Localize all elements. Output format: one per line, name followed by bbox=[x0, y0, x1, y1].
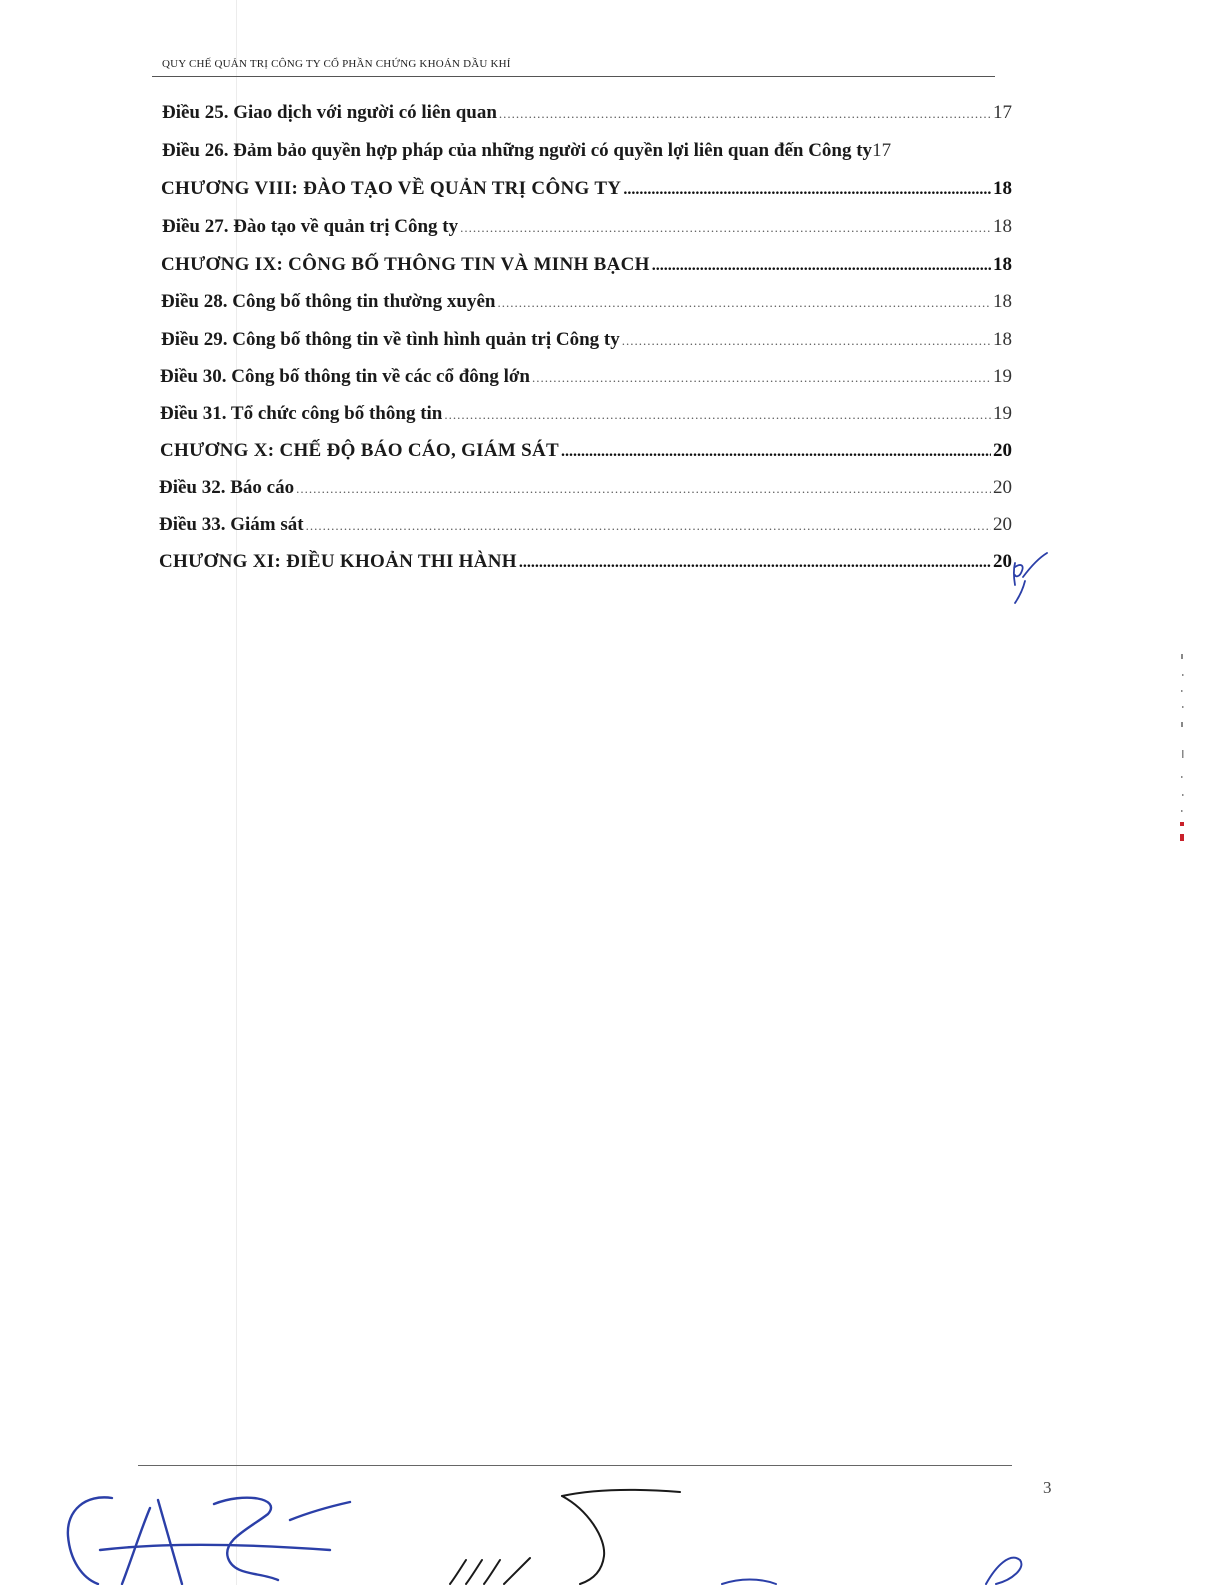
toc-entry-page: 17 bbox=[993, 102, 1012, 123]
toc-chapter-label: CHƯƠNG VIII: ĐÀO TẠO VỀ QUẢN TRỊ CÔNG TY bbox=[161, 178, 622, 199]
toc-dot-leader bbox=[623, 181, 991, 199]
toc-chapter-label: CHƯƠNG IX: CÔNG BỐ THÔNG TIN VÀ MINH BẠCH bbox=[161, 254, 650, 275]
toc-entry-label: Điều 33. Giám sát bbox=[159, 514, 304, 535]
toc-entry-label: Điều 28. Công bố thông tin thường xuyên bbox=[161, 291, 496, 312]
toc-entry-chuong-x[interactable] bbox=[160, 440, 1012, 468]
toc-chapter-label: CHƯƠNG XI: ĐIỀU KHOẢN THI HÀNH bbox=[159, 551, 517, 572]
toc-entry-dieu-31[interactable] bbox=[160, 403, 1012, 431]
toc-entry-label: Điều 27. Đào tạo về quản trị Công ty bbox=[162, 216, 459, 237]
toc-chapter-label: CHƯƠNG X: CHẾ ĐỘ BÁO CÁO, GIÁM SÁT bbox=[160, 440, 560, 461]
page-number: 3 bbox=[1043, 1478, 1052, 1497]
running-header: QUY CHẾ QUẢN TRỊ CÔNG TY CỔ PHẦN CHỨNG KHOÁN DẦU KHÍ bbox=[162, 58, 511, 70]
toc-entry-dieu-33[interactable] bbox=[159, 514, 1012, 542]
toc-entry-label: Điều 26. Đảm bảo quyền hợp pháp của những người có quyền lợi liên quan đến Công ty bbox=[162, 140, 873, 161]
toc-entry-dieu-30[interactable] bbox=[160, 366, 1012, 394]
margin-stamp-marks bbox=[1172, 650, 1192, 850]
toc-entry-chuong-xi[interactable] bbox=[159, 551, 1012, 579]
toc-entry-dieu-28[interactable] bbox=[161, 291, 1012, 319]
signature-right bbox=[722, 1558, 1021, 1584]
toc-entry-dieu-29[interactable] bbox=[161, 329, 1012, 357]
toc-entry-dieu-27[interactable] bbox=[162, 216, 1012, 244]
toc-entry-page: 18 bbox=[993, 216, 1012, 237]
footer-rule bbox=[138, 1465, 1012, 1466]
toc-entry-page: 20 bbox=[993, 551, 1012, 572]
toc-entry-dieu-26[interactable] bbox=[162, 140, 1020, 168]
signatures bbox=[0, 1480, 1221, 1585]
toc-entry-label: Điều 30. Công bố thông tin về các cổ đông lớn bbox=[160, 366, 530, 387]
toc-entry-page: 18 bbox=[993, 178, 1012, 199]
toc-entry-page: 18 bbox=[993, 291, 1012, 312]
toc-entry-label: Điều 32. Báo cáo bbox=[159, 477, 295, 498]
toc-dot-leader bbox=[460, 220, 991, 236]
toc-entry-page: 20 bbox=[993, 477, 1012, 498]
toc-dot-leader bbox=[296, 481, 991, 497]
toc-entry-page: 19 bbox=[993, 366, 1012, 387]
toc-dot-leader bbox=[499, 106, 991, 122]
toc-entry-label: Điều 25. Giao dịch với người có liên quan bbox=[162, 102, 497, 123]
toc-dot-leader bbox=[532, 370, 991, 386]
table-of-contents bbox=[0, 0, 1221, 600]
toc-entry-page: 19 bbox=[993, 403, 1012, 424]
handwritten-initial-mark bbox=[1003, 547, 1051, 605]
signature-middle bbox=[450, 1490, 680, 1584]
toc-entry-dieu-32[interactable] bbox=[159, 477, 1012, 505]
signature-left bbox=[68, 1497, 350, 1584]
toc-dot-leader bbox=[622, 333, 991, 349]
toc-entry-page: 20 bbox=[993, 440, 1012, 461]
toc-entry-page: 18 bbox=[993, 254, 1012, 275]
toc-entry-page: 20 bbox=[993, 514, 1012, 535]
toc-entry-label: Điều 29. Công bố thông tin về tình hình quản trị Công ty bbox=[161, 329, 620, 350]
toc-entry-page: 17 bbox=[872, 140, 892, 161]
toc-dot-leader bbox=[444, 407, 991, 423]
toc-entry-dieu-25[interactable] bbox=[162, 102, 1012, 130]
toc-dot-leader bbox=[652, 257, 991, 275]
toc-entry-label: Điều 31. Tổ chức công bố thông tin bbox=[160, 403, 443, 424]
toc-entry-chuong-ix[interactable] bbox=[161, 254, 1012, 282]
toc-dot-leader bbox=[519, 554, 991, 572]
toc-entry-chuong-viii[interactable] bbox=[161, 178, 1012, 206]
toc-entry-page: 18 bbox=[993, 329, 1012, 350]
toc-dot-leader bbox=[561, 443, 991, 461]
toc-dot-leader bbox=[306, 518, 991, 534]
toc-dot-leader bbox=[497, 295, 991, 311]
